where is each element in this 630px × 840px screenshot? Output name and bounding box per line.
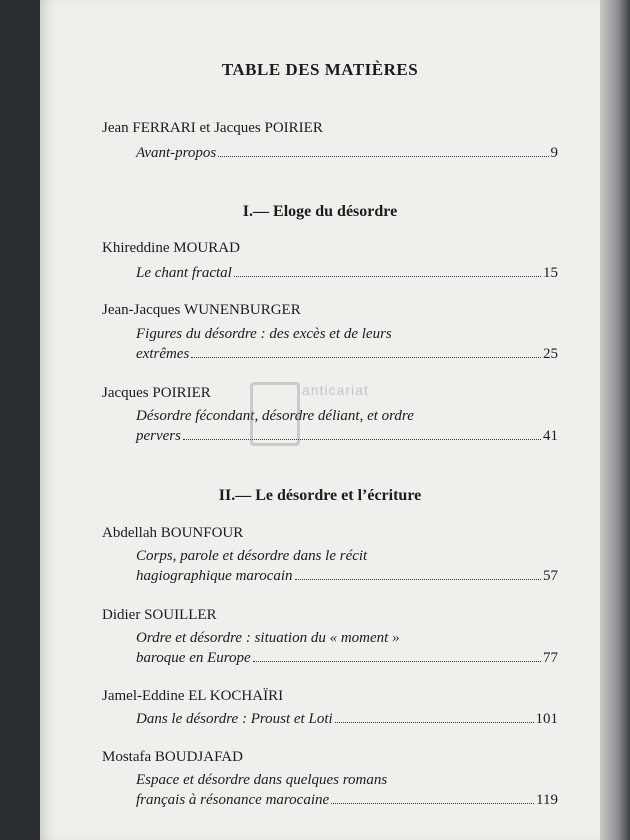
entry-title-line: Espace et désordre dans quelques romans bbox=[136, 772, 388, 788]
page-number: 77 bbox=[543, 650, 558, 666]
author-first: Khireddine bbox=[102, 240, 170, 256]
leader-dots bbox=[218, 155, 548, 157]
author-line bbox=[102, 749, 243, 766]
entry-title: hagiographique marocain bbox=[136, 568, 293, 584]
entry-title-line: Ordre et désordre : situation du « moment » bbox=[136, 630, 400, 646]
toc-entry bbox=[136, 346, 558, 363]
author-first: Abdellah bbox=[102, 525, 157, 541]
toc-entry bbox=[136, 792, 558, 809]
author-last: FERRARI bbox=[132, 120, 196, 136]
page-title: TABLE DES MATIÈRES bbox=[221, 60, 419, 79]
toc-entry bbox=[136, 711, 558, 728]
leader-dots bbox=[331, 802, 534, 804]
author-first: Jacques bbox=[102, 385, 149, 401]
toc-entry bbox=[136, 265, 558, 282]
entry-title: pervers bbox=[136, 428, 181, 444]
author-line bbox=[102, 385, 211, 402]
author-line bbox=[102, 525, 243, 542]
entry-title: baroque en Europe bbox=[136, 650, 251, 666]
conjunction: et bbox=[199, 120, 211, 136]
author-first: Mostafa bbox=[102, 749, 152, 765]
background-edge bbox=[600, 0, 630, 840]
author-last: BOUDJAFAD bbox=[154, 749, 243, 765]
page-number: 15 bbox=[543, 265, 558, 281]
author-last: EL KOCHAÏRI bbox=[188, 688, 284, 704]
book-page bbox=[40, 0, 600, 840]
leader-dots bbox=[295, 578, 541, 580]
watermark bbox=[250, 380, 400, 450]
toc-entry bbox=[136, 568, 558, 585]
entry-title-line: Corps, parole et désordre dans le récit bbox=[136, 548, 368, 564]
entry-title-line: Figures du désordre : des excès et de leurs bbox=[136, 326, 392, 342]
author-first: Didier bbox=[102, 607, 141, 623]
page-number: 41 bbox=[543, 428, 558, 444]
author-last: POIRIER bbox=[152, 385, 211, 401]
author-first: Jean bbox=[102, 120, 129, 136]
entry-title: français à résonance marocaine bbox=[136, 792, 330, 808]
watermark-logo-icon bbox=[250, 382, 300, 446]
page-number: 101 bbox=[535, 711, 558, 727]
leader-dots bbox=[234, 275, 541, 277]
entry-title: Dans le désordre : Proust et Loti bbox=[136, 711, 333, 727]
author-last: BOUNFOUR bbox=[160, 525, 244, 541]
author-line bbox=[102, 607, 217, 624]
author-line bbox=[102, 688, 283, 705]
entry-title: extrêmes bbox=[136, 346, 190, 362]
author2-last: POIRIER bbox=[264, 120, 323, 136]
leader-dots bbox=[191, 356, 541, 358]
author-line bbox=[102, 120, 323, 137]
entry-title-line: Désordre fécondant, désordre déliant, et ordre bbox=[136, 408, 414, 424]
author-line bbox=[102, 240, 240, 257]
entry-title: Le chant fractal bbox=[136, 265, 232, 281]
author-line bbox=[102, 302, 301, 319]
author-last: WUNENBURGER bbox=[184, 302, 301, 318]
entry-title: Avant-propos bbox=[136, 145, 217, 161]
author-last: MOURAD bbox=[173, 240, 240, 256]
page-number: 119 bbox=[536, 792, 558, 808]
page-number: 9 bbox=[550, 145, 558, 161]
toc-entry bbox=[136, 145, 558, 162]
section-heading: I.— Eloge du désordre bbox=[242, 203, 398, 220]
watermark-text: anticariat bbox=[302, 382, 369, 398]
author-last: SOUILLER bbox=[144, 607, 217, 623]
author2-first: Jacques bbox=[214, 120, 261, 136]
section-heading: II.— Le désordre et l’écriture bbox=[218, 487, 422, 504]
page-number: 25 bbox=[543, 346, 558, 362]
toc-entry bbox=[136, 650, 558, 667]
leader-dots bbox=[335, 721, 534, 723]
page-number: 57 bbox=[543, 568, 558, 584]
author-first: Jamel-Eddine bbox=[102, 688, 185, 704]
author-first: Jean-Jacques bbox=[102, 302, 181, 318]
leader-dots bbox=[253, 660, 541, 662]
